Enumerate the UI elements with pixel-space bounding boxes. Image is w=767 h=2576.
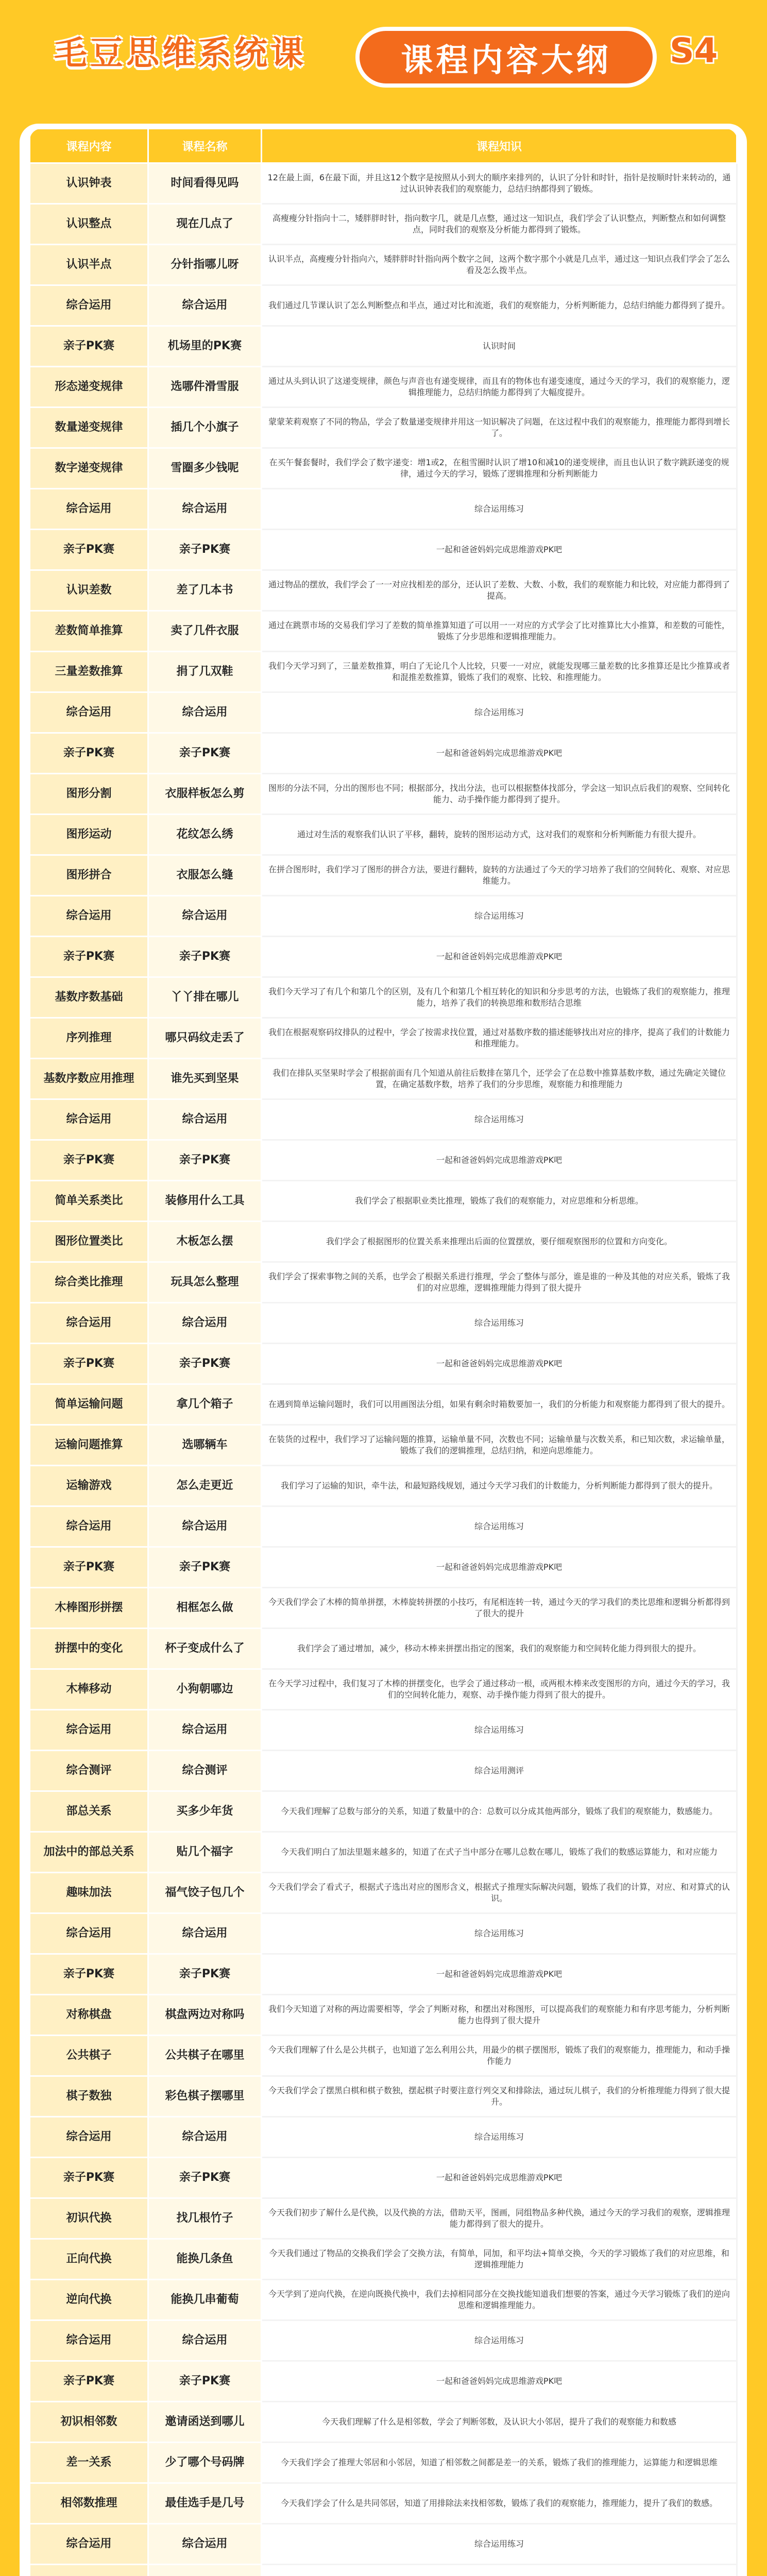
row-name-cell: 分针指哪儿呀: [148, 245, 262, 285]
row-name-cell: 综合测评: [148, 1751, 262, 1791]
row-knowledge-cell: 通过在跳票市场的交易我们学习了差数的简单推算知道了可以用一一对应的方式学会了比对推算比大小推算，和差数的可能性，锻炼了分步思维和逻辑推理能力。: [262, 611, 737, 652]
row-knowledge-cell: 我们学会了通过增加，减少，移动木棒来拼摆出指定的图案，我们的观察能力和空间转化能力得到很大的提升。: [262, 1629, 737, 1669]
row-name-cell: [148, 2565, 262, 2576]
row-name-cell: 公共棋子在哪里: [148, 2036, 262, 2076]
table-row: [30, 1832, 737, 1873]
row-name-cell: 哪只码纹走丢了: [148, 1018, 262, 1059]
row-content-cell: 综合运用: [30, 1303, 148, 1344]
row-name-cell: 综合运用: [148, 2320, 262, 2361]
table-row: [30, 2036, 737, 2076]
row-knowledge-cell: 通过物品的摆放，我们学会了一一对应找相差的部分，还认识了差数、大数、小数，我们的观察能力和比较，对应能力都得到了提高。: [262, 570, 737, 611]
table-row: [30, 1506, 737, 1547]
row-knowledge-cell: 综合运用练习: [262, 1506, 737, 1547]
row-knowledge-cell: [262, 2565, 737, 2576]
row-content-cell: 综合运用: [30, 1506, 148, 1547]
table-body: [30, 163, 737, 2576]
table-row: [30, 1995, 737, 2036]
table-row: [30, 1629, 737, 1669]
table-row: [30, 1181, 737, 1222]
row-knowledge-cell: 我们在排队买坚果时学会了根据前面有几个知道从前往后数排在第几个，还学会了在总数中推算基数序数，通过先确定关键位置，在确定基数序数，培养了我们的分步思维，观察能力和推理能力: [262, 1059, 737, 1099]
outline-card: [20, 124, 747, 2576]
table-row: [30, 2158, 737, 2198]
row-name-cell: 玩具怎么整理: [148, 1262, 262, 1303]
table-row: [30, 2076, 737, 2117]
table-row: [30, 204, 737, 245]
row-name-cell: 能换几条鱼: [148, 2239, 262, 2280]
row-content-cell: 图形拼合: [30, 855, 148, 896]
row-name-cell: 少了哪个号码牌: [148, 2443, 262, 2483]
row-content-cell: 初识代换: [30, 2198, 148, 2239]
table-row: [30, 1547, 737, 1588]
row-content-cell: 认识半点: [30, 245, 148, 285]
row-name-cell: 装修用什么工具: [148, 1181, 262, 1222]
row-name-cell: 插几个小旗子: [148, 408, 262, 448]
row-content-cell: 三量差数推算: [30, 652, 148, 692]
row-knowledge-cell: 在装货的过程中，我们学习了运输问题的推算，运输单量不同，次数也不同；运输单量与次数关系，和已知次数，求运输单量，锻炼了我们的逻辑推理，总结归纳，和逆向思维能力。: [262, 1425, 737, 1466]
table-row: [30, 1710, 737, 1751]
row-content-cell: 亲子PK赛: [30, 2361, 148, 2402]
row-name-cell: 综合运用: [148, 489, 262, 530]
table-row: [30, 1751, 737, 1791]
row-content-cell: 差一关系: [30, 2443, 148, 2483]
table-row: [30, 1099, 737, 1140]
row-content-cell: 亲子PK赛: [30, 937, 148, 977]
row-name-cell: 找几根竹子: [148, 2198, 262, 2239]
row-knowledge-cell: 今天学到了逆向代换，在逆向既换代换中，我们去掉相同部分在交换找能知道我们想要的答案，通过今天学习锻炼了我们的逆向思维和逻辑推理能力。: [262, 2280, 737, 2320]
row-knowledge-cell: 我们学会了根据图形的位置关系来推理出后面的位置摆放，要仔细观察图形的位置和方向变化。: [262, 1222, 737, 1262]
row-knowledge-cell: 今天我们通过了物品的交换我们学会了交换方法，有简单，同加，和平均法+简单交换，今天的学习锻炼了我们的对应思维，和逻辑推理能力: [262, 2239, 737, 2280]
row-content-cell: 简单关系类比: [30, 1181, 148, 1222]
row-content-cell: [30, 2565, 148, 2576]
row-content-cell: 数量递变规律: [30, 408, 148, 448]
row-knowledge-cell: 一起和爸爸妈妈完成思维游戏PK吧: [262, 733, 737, 774]
table-row: [30, 2280, 737, 2320]
row-knowledge-cell: 一起和爸爸妈妈完成思维游戏PK吧: [262, 1344, 737, 1384]
row-knowledge-cell: 我们学会了根据职业类比推理，锻炼了我们的观察能力，对应思维和分析思维。: [262, 1181, 737, 1222]
row-name-cell: 综合运用: [148, 692, 262, 733]
row-content-cell: 亲子PK赛: [30, 1547, 148, 1588]
table-row: [30, 408, 737, 448]
table-row: [30, 2565, 737, 2576]
row-knowledge-cell: 我们在根据观察码纹排队的过程中，学会了按需求找位置，通过对基数序数的描述能够找出对应的排序，提高了我们的计数能力和推理能力。: [262, 1018, 737, 1059]
row-knowledge-cell: 综合运用练习: [262, 1913, 737, 1954]
row-knowledge-cell: 我们学会了探索事物之间的关系，也学会了根据关系进行推理，学会了整体与部分，谁是谁的一种及其他的对应关系，锻炼了我们的对应思维，逻辑推理能力得到了很大提升: [262, 1262, 737, 1303]
row-content-cell: 棋子数独: [30, 2076, 148, 2117]
row-name-cell: 亲子PK赛: [148, 1344, 262, 1384]
table-row: [30, 2361, 737, 2402]
row-knowledge-cell: 一起和爸爸妈妈完成思维游戏PK吧: [262, 1954, 737, 1995]
row-content-cell: 亲子PK赛: [30, 2158, 148, 2198]
table-row: [30, 1018, 737, 1059]
row-knowledge-cell: 综合运用练习: [262, 896, 737, 937]
table-header-row: [30, 129, 737, 163]
row-content-cell: 形态递变规律: [30, 367, 148, 408]
row-content-cell: 综合测评: [30, 1751, 148, 1791]
row-knowledge-cell: 在遇到简单运输问题时，我们可以用画图法分组，如果有剩余时箱数要加一，我们的分析能力和观察能力都得到了很大的提升。: [262, 1384, 737, 1425]
table-row: [30, 815, 737, 855]
table-row: [30, 1466, 737, 1506]
row-name-cell: 综合运用: [148, 1710, 262, 1751]
row-knowledge-cell: 今天我们明白了加法里题来越多的，知道了在式子当中部分在哪儿总数在哪儿，锻炼了我们的数感运算能力，和对应能力: [262, 1832, 737, 1873]
table-row: [30, 1262, 737, 1303]
table-row: [30, 530, 737, 570]
row-name-cell: 最佳选手是几号: [148, 2483, 262, 2524]
table-row: [30, 570, 737, 611]
row-name-cell: 木板怎么摆: [148, 1222, 262, 1262]
row-knowledge-cell: 一起和爸爸妈妈完成思维游戏PK吧: [262, 1547, 737, 1588]
table-row: [30, 1669, 737, 1710]
table-row: [30, 1384, 737, 1425]
row-name-cell: 福气饺子包几个: [148, 1873, 262, 1913]
row-content-cell: 综合运用: [30, 1099, 148, 1140]
row-name-cell: 亲子PK赛: [148, 1140, 262, 1181]
row-knowledge-cell: 高瘦瘦分针指向十二，矮胖胖时针，指向数字几，就是几点整，通过这一知识点，我们学会了认识整点，判断整点和如何调整点，同时我们的观察及分析能力都得到了锻炼。: [262, 204, 737, 245]
row-knowledge-cell: 在今天学习过程中，我们复习了木棒的拼摆变化，也学会了通过移动一根，或两根木棒来改变图形的方向，通过今天的学习，我们的空间转化能力，观察、动手操作能力得到了很大的提升。: [262, 1669, 737, 1710]
table-row: [30, 733, 737, 774]
table-row: [30, 1791, 737, 1832]
row-name-cell: 买多少年货: [148, 1791, 262, 1832]
row-name-cell: 怎么走更近: [148, 1466, 262, 1506]
row-name-cell: 选哪辆车: [148, 1425, 262, 1466]
row-content-cell: 运输问题推算: [30, 1425, 148, 1466]
table-row: [30, 2320, 737, 2361]
row-content-cell: 木棒图形拼摆: [30, 1588, 148, 1629]
table-row: [30, 1059, 737, 1099]
row-name-cell: 亲子PK赛: [148, 2361, 262, 2402]
table-row: [30, 652, 737, 692]
row-content-cell: 亲子PK赛: [30, 326, 148, 367]
row-knowledge-cell: 在拼合图形时，我们学习了图形的拼合方法，要进行翻转，旋转的方法通过了今天的学习培养了我们的空间转化、观察、对应思维能力。: [262, 855, 737, 896]
row-name-cell: 亲子PK赛: [148, 2158, 262, 2198]
outline-table: [29, 128, 738, 2576]
table-row: [30, 367, 737, 408]
table-row: [30, 245, 737, 285]
row-content-cell: 综合运用: [30, 896, 148, 937]
row-content-cell: 综合类比推理: [30, 1262, 148, 1303]
row-name-cell: 邀请函送到哪儿: [148, 2402, 262, 2443]
row-knowledge-cell: 综合运用练习: [262, 1710, 737, 1751]
row-name-cell: 杯子变成什么了: [148, 1629, 262, 1669]
row-name-cell: 差了几本书: [148, 570, 262, 611]
row-name-cell: 现在几点了: [148, 204, 262, 245]
row-content-cell: 综合运用: [30, 1710, 148, 1751]
row-knowledge-cell: 在买午餐套餐时，我们学会了数字递变：增1或2，在租雪圈时认识了增10和减10的递变规律，而且也认识了数字跳跃递变的规律，通过今天的学习，锻炼了逻辑推理和分析判断能力: [262, 448, 737, 489]
table-row: [30, 1425, 737, 1466]
row-content-cell: 序列推理: [30, 1018, 148, 1059]
row-name-cell: 衣服样板怎么剪: [148, 774, 262, 815]
table-row: [30, 1873, 737, 1913]
row-content-cell: 综合运用: [30, 2117, 148, 2158]
row-name-cell: 小狗朝哪边: [148, 1669, 262, 1710]
row-knowledge-cell: 蒙蒙茉莉观察了不同的物品，学会了数量递变规律并用这一知识解决了问题，在这过程中我们的观察能力，推理能力都得到增长了。: [262, 408, 737, 448]
row-name-cell: 亲子PK赛: [148, 530, 262, 570]
row-knowledge-cell: 今天我们学会了木棒的简单拼摆，木棒旋转拼摆的小技巧，有尾相连转一转，通过今天的学习我们的类比思维和逻辑分析都得到了很大的提升: [262, 1588, 737, 1629]
row-knowledge-cell: 今天我们理解了总数与部分的关系，知道了数量中的合：总数可以分成其他两部分，锻炼了我们的观察能力，数感能力。: [262, 1791, 737, 1832]
row-name-cell: 卖了几件衣服: [148, 611, 262, 652]
table-row: [30, 489, 737, 530]
row-name-cell: 综合运用: [148, 1303, 262, 1344]
row-name-cell: 综合运用: [148, 896, 262, 937]
outline-title: 课程内容大纲: [401, 41, 611, 79]
table-row: [30, 2443, 737, 2483]
row-content-cell: 亲子PK赛: [30, 530, 148, 570]
row-name-cell: 时间看得见吗: [148, 163, 262, 204]
row-name-cell: 综合运用: [148, 285, 262, 326]
row-name-cell: 衣服怎么缝: [148, 855, 262, 896]
row-name-cell: 选哪件滑雪服: [148, 367, 262, 408]
row-knowledge-cell: 通过对生活的观察我们认识了平移，翻转，旋转的图形运动方式，这对我们的观察和分析判断能力有很大提升。: [262, 815, 737, 855]
table-row: [30, 896, 737, 937]
brand-title: 毛豆思维系统课: [54, 35, 306, 73]
row-content-cell: 逆向代换: [30, 2280, 148, 2320]
header: [0, 0, 767, 98]
row-name-cell: 棋盘两边对称吗: [148, 1995, 262, 2036]
row-knowledge-cell: 今天我们理解了什么是相邻数，学会了判断邻数，及认识大小邻居，提升了我们的观察能力和数感: [262, 2402, 737, 2443]
table-row: [30, 1303, 737, 1344]
row-name-cell: 谁先买到坚果: [148, 1059, 262, 1099]
row-knowledge-cell: 今天我们学会了推理大邻居和小邻居，知道了相邻数之间都是差一的关系，锻炼了我们的推理能力，运算能力和逻辑思维: [262, 2443, 737, 2483]
row-content-cell: 简单运输问题: [30, 1384, 148, 1425]
row-name-cell: 贴几个福字: [148, 1832, 262, 1873]
row-content-cell: 认识整点: [30, 204, 148, 245]
row-knowledge-cell: 今天我们理解了什么是公共棋子，也知道了怎么利用公共，用最少的棋子摆图形，锻炼了我们的观察能力，推理能力，和动手操作能力: [262, 2036, 737, 2076]
row-content-cell: 公共棋子: [30, 2036, 148, 2076]
row-content-cell: 基数序数应用推理: [30, 1059, 148, 1099]
row-name-cell: 花纹怎么绣: [148, 815, 262, 855]
row-content-cell: 正向代换: [30, 2239, 148, 2280]
row-name-cell: 综合运用: [148, 2524, 262, 2565]
row-name-cell: 亲子PK赛: [148, 1547, 262, 1588]
row-content-cell: 亲子PK赛: [30, 1140, 148, 1181]
row-content-cell: 综合运用: [30, 2320, 148, 2361]
row-knowledge-cell: 综合运用练习: [262, 1099, 737, 1140]
row-content-cell: 综合运用: [30, 692, 148, 733]
table-row: [30, 2239, 737, 2280]
row-name-cell: 彩色棋子摆哪里: [148, 2076, 262, 2117]
row-content-cell: 图形分割: [30, 774, 148, 815]
row-knowledge-cell: 我们通过几节课认识了怎么判断整点和半点，通过对比和流逝，我们的观察能力，分析判断能力，总结归纳能力都得到了提升。: [262, 285, 737, 326]
row-name-cell: 丫丫排在哪儿: [148, 977, 262, 1018]
row-content-cell: 相邻数推理: [30, 2483, 148, 2524]
row-name-cell: 综合运用: [148, 2117, 262, 2158]
row-knowledge-cell: 一起和爸爸妈妈完成思维游戏PK吧: [262, 1140, 737, 1181]
row-knowledge-cell: 认识半点，高瘦瘦分针指向六，矮胖胖时针指向两个数字之间，这两个数字那个小就是几点半，通过这一知识点我们学会了怎么看及怎么拨半点。: [262, 245, 737, 285]
column-header-name: 课程名称: [148, 129, 262, 163]
row-name-cell: 相框怎么做: [148, 1588, 262, 1629]
row-knowledge-cell: 今天我们学会了看式子，根据式子选出对应的图形含义，根据式子推理实际解决问题，锻炼了我们的计算，对应、和对算式的认识。: [262, 1873, 737, 1913]
table-row: [30, 1140, 737, 1181]
row-content-cell: 加法中的部总关系: [30, 1832, 148, 1873]
table-row: [30, 2524, 737, 2565]
row-name-cell: 综合运用: [148, 1506, 262, 1547]
season-badge: S4: [670, 31, 718, 71]
row-content-cell: 数字递变规律: [30, 448, 148, 489]
row-content-cell: 综合运用: [30, 2524, 148, 2565]
table-row: [30, 774, 737, 815]
table-row: [30, 2402, 737, 2443]
row-name-cell: 机场里的PK赛: [148, 326, 262, 367]
row-knowledge-cell: 图形的分法不同，分出的图形也不同；根据部分，找出分法，也可以根据整体找部分，学会这一知识点后我们的观察、空间转化能力、动手操作能力都得到了提升。: [262, 774, 737, 815]
table-row: [30, 1344, 737, 1384]
row-name-cell: 亲子PK赛: [148, 733, 262, 774]
row-knowledge-cell: 今天我们初步了解什么是代换，以及代换的方法，借助天平，图画，同组物品多种代换，通过今天的学习我们的观察，逻辑推理能力都得到了很大的提升。: [262, 2198, 737, 2239]
row-knowledge-cell: 综合运用练习: [262, 2117, 737, 2158]
outline-title-pill: [355, 27, 657, 88]
row-knowledge-cell: 一起和爸爸妈妈完成思维游戏PK吧: [262, 530, 737, 570]
table-row: [30, 2198, 737, 2239]
row-knowledge-cell: 今天我们学会了摆黑白棋和棋子数独，摆起棋子时要注意行列交叉和排除法，通过玩儿棋子，我们的分析推理能力得到了很大提升。: [262, 2076, 737, 2117]
row-content-cell: 初识相邻数: [30, 2402, 148, 2443]
row-knowledge-cell: 综合运用练习: [262, 489, 737, 530]
row-name-cell: 亲子PK赛: [148, 1954, 262, 1995]
row-content-cell: 差数简单推算: [30, 611, 148, 652]
row-knowledge-cell: 我们今天学习到了，三量差数推算，明白了无论几个人比较，只要一一对应，就能发现哪三量差数的比多推算还是比少推算或者和混推差数推算，锻炼了我们的观察、比较、和推理能力。: [262, 652, 737, 692]
row-content-cell: 趣味加法: [30, 1873, 148, 1913]
row-content-cell: 图形运动: [30, 815, 148, 855]
row-content-cell: 木棒移动: [30, 1669, 148, 1710]
table-row: [30, 326, 737, 367]
row-knowledge-cell: 我们今天知道了对称的两边需要相等，学会了判断对称，和摆出对称图形，可以提高我们的观察能力和有序思考能力，分析判断能力也得到了很大提升: [262, 1995, 737, 2036]
row-knowledge-cell: 综合运用练习: [262, 2524, 737, 2565]
row-knowledge-cell: 我们今天学习了有几个和第几个的区别，及有几个和第几个相互转化的知识和分步思考的方法，也锻炼了我们的观察能力，推理能力，培养了我们的转换思维和数形结合思维: [262, 977, 737, 1018]
row-content-cell: 对称棋盘: [30, 1995, 148, 2036]
row-content-cell: 综合运用: [30, 489, 148, 530]
row-content-cell: 图形位置类比: [30, 1222, 148, 1262]
row-content-cell: 认识差数: [30, 570, 148, 611]
column-header-content: 课程内容: [30, 129, 148, 163]
row-content-cell: 基数序数基础: [30, 977, 148, 1018]
row-name-cell: 亲子PK赛: [148, 937, 262, 977]
row-content-cell: 运输游戏: [30, 1466, 148, 1506]
table-row: [30, 2117, 737, 2158]
row-knowledge-cell: 综合运用测评: [262, 1751, 737, 1791]
row-name-cell: 综合运用: [148, 1099, 262, 1140]
row-knowledge-cell: 一起和爸爸妈妈完成思维游戏PK吧: [262, 2361, 737, 2402]
row-content-cell: 部总关系: [30, 1791, 148, 1832]
table-row: [30, 855, 737, 896]
row-content-cell: 综合运用: [30, 285, 148, 326]
row-name-cell: 雪圈多少钱呢: [148, 448, 262, 489]
row-content-cell: 亲子PK赛: [30, 1344, 148, 1384]
table-row: [30, 977, 737, 1018]
row-knowledge-cell: 今天我们学会了什么是共同邻居，知道了用排除法来找相邻数，锻炼了我们的观察能力，推理能力，提升了我们的数感。: [262, 2483, 737, 2524]
table-row: [30, 285, 737, 326]
table-row: [30, 1954, 737, 1995]
table-row: [30, 163, 737, 204]
table-row: [30, 1588, 737, 1629]
row-name-cell: 综合运用: [148, 1913, 262, 1954]
row-content-cell: 亲子PK赛: [30, 733, 148, 774]
row-knowledge-cell: 通过从头到认识了这递变规律，颜色与声音也有递变规律，而且有的物体也有递变速度，通过今天的学习，我们的观察能力，逻辑推理能力，总结归纳能力都得到了大幅度提升。: [262, 367, 737, 408]
row-name-cell: 捐了几双鞋: [148, 652, 262, 692]
column-header-knowledge: 课程知识: [262, 129, 737, 163]
row-knowledge-cell: 综合运用练习: [262, 1303, 737, 1344]
row-name-cell: 拿几个箱子: [148, 1384, 262, 1425]
row-content-cell: 拼摆中的变化: [30, 1629, 148, 1669]
table-row: [30, 2483, 737, 2524]
row-name-cell: 能换几串葡萄: [148, 2280, 262, 2320]
row-knowledge-cell: 综合运用练习: [262, 692, 737, 733]
table-row: [30, 937, 737, 977]
table-row: [30, 448, 737, 489]
row-knowledge-cell: 认识时间: [262, 326, 737, 367]
row-knowledge-cell: 综合运用练习: [262, 2320, 737, 2361]
row-knowledge-cell: 一起和爸爸妈妈完成思维游戏PK吧: [262, 937, 737, 977]
table-row: [30, 611, 737, 652]
row-knowledge-cell: 一起和爸爸妈妈完成思维游戏PK吧: [262, 2158, 737, 2198]
table-row: [30, 692, 737, 733]
row-knowledge-cell: 12在最上面，6在最下面，并且这12个数字是按照从小到大的顺序来排列的，认识了分针和时针，指针是按顺时针来转动的，通过认识钟表我们的观察能力，总结归纳都得到了锻炼。: [262, 163, 737, 204]
row-content-cell: 综合运用: [30, 1913, 148, 1954]
row-knowledge-cell: 我们学习了运输的知识，牵牛法，和最短路线规划，通过今天学习我们的计数能力，分析判断能力都得到了很大的提升。: [262, 1466, 737, 1506]
table-row: [30, 1222, 737, 1262]
table-row: [30, 1913, 737, 1954]
row-content-cell: 认识钟表: [30, 163, 148, 204]
row-content-cell: 亲子PK赛: [30, 1954, 148, 1995]
